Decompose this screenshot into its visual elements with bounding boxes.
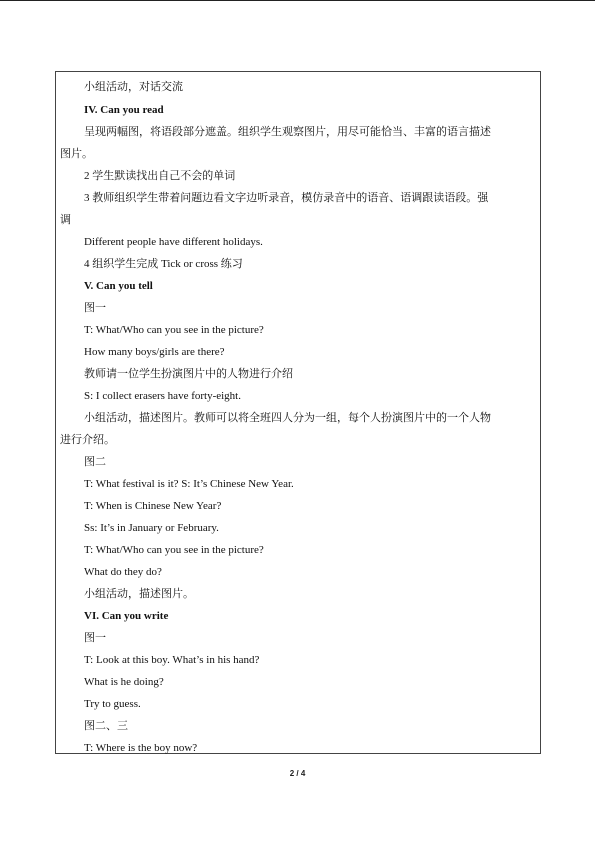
- text-line: What do they do?: [84, 566, 162, 578]
- text-line: 3 教师组织学生带着问题边看文字边听录音，模仿录音中的语音、语调跟读语段。强: [84, 192, 489, 204]
- text-line: 4 组织学生完成 Tick or cross 练习: [84, 258, 243, 270]
- text-line: T: What festival is it? S: It’s Chinese New Year.: [84, 478, 294, 490]
- text-line: 调: [60, 214, 71, 226]
- text-line: How many boys/girls are there?: [84, 346, 225, 358]
- text-line: What is he doing?: [84, 676, 164, 688]
- text-line: T: What/Who can you see in the picture?: [84, 324, 264, 336]
- text-line: T: Where is the boy now?: [84, 742, 198, 754]
- text-line: Ss: It’s in January or February.: [84, 522, 219, 534]
- text-line: S: I collect erasers have forty-eight.: [84, 390, 241, 402]
- text-line: T: When is Chinese New Year?: [84, 500, 222, 512]
- text-line: 图一: [84, 632, 106, 644]
- header-rule: [0, 0, 595, 1]
- text-line: 小组活动，描述图片。教师可以将全班四人分为一组，每个人扮演图片中的一个人物: [84, 412, 491, 424]
- text-line: 呈现两幅图，将语段部分遮盖。组织学生观察图片，用尽可能恰当、丰富的语言描述: [84, 126, 491, 138]
- section-heading-read: IV. Can you read: [84, 104, 164, 116]
- text-line: T: What/Who can you see in the picture?: [84, 544, 264, 556]
- text-line: T: Look at this boy. What’s in his hand?: [84, 654, 260, 666]
- text-line: Try to guess.: [84, 698, 141, 710]
- text-line: 2 学生默读找出自己不会的单词: [84, 170, 236, 182]
- text-line: 小组活动，描述图片。: [84, 588, 194, 600]
- text-line: 图二: [84, 456, 106, 468]
- text-line: 教师请一位学生扮演图片中的人物进行介绍: [84, 368, 293, 380]
- page-number: 2 / 4: [289, 769, 306, 778]
- section-heading-tell: V. Can you tell: [84, 280, 153, 292]
- text-line: Different people have different holidays.: [84, 236, 263, 248]
- section-heading-write: VI. Can you write: [84, 610, 169, 622]
- text-line: 进行介绍。: [60, 434, 115, 446]
- text-line: 图二、三: [84, 720, 128, 732]
- text-line: 小组活动，对话交流: [84, 81, 183, 93]
- text-line: 图一: [84, 302, 106, 314]
- text-line: 图片。: [60, 148, 93, 160]
